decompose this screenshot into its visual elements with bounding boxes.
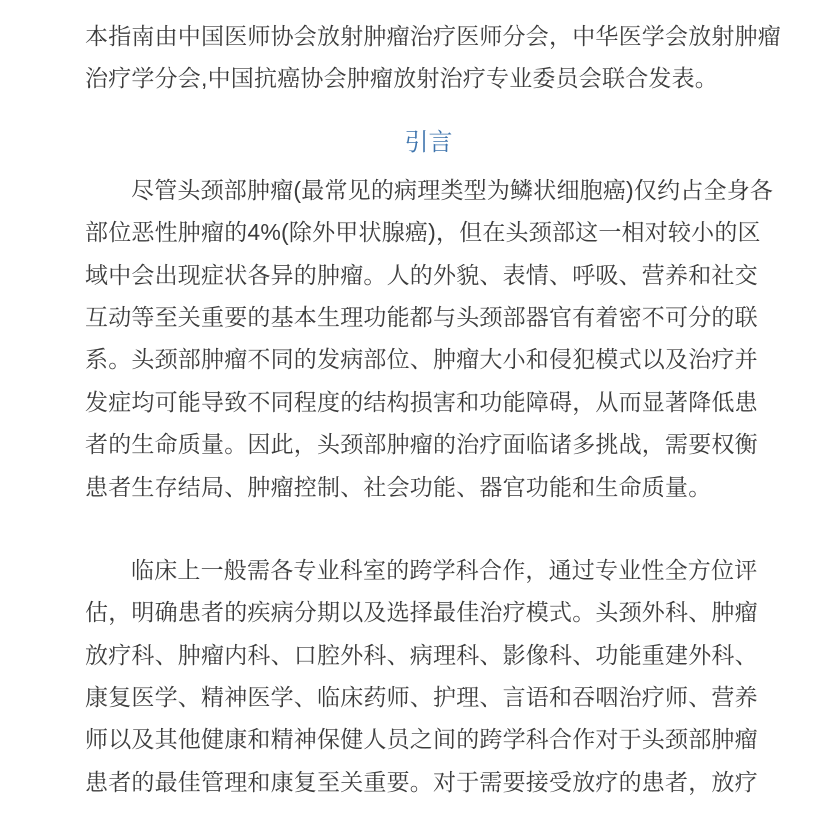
text-line: 患者生存结局、肿瘤控制、社会功能、器官功能和生命质量。 bbox=[85, 473, 712, 500]
section-heading: 引言 bbox=[404, 128, 453, 156]
text-line: 发症均可能导致不同程度的结构损害和功能障碍，从而显著降低患 bbox=[85, 388, 758, 415]
text-line: 放疗科、肿瘤内科、口腔外科、病理科、影像科、功能重建外科、 bbox=[85, 641, 758, 668]
text-line: 者的生命质量。因此，头颈部肿瘤的治疗面临诸多挑战，需要权衡 bbox=[85, 431, 758, 458]
paragraph-overview bbox=[85, 169, 772, 508]
text-line: 康复医学、精神医学、临床药师、护理、言语和吞咽治疗师、营养 bbox=[85, 684, 758, 711]
text-line: 尽管头颈部肿瘤(最常见的病理类型为鳞状细胞癌)仅约占全身各 bbox=[131, 176, 774, 203]
text-line: 本指南由中国医师协会放射肿瘤治疗医师分会，中华医学会放射肿瘤 bbox=[85, 23, 781, 49]
text-line: 患者的最佳管理和康复至关重要。对于需要接受放疗的患者，放疗 bbox=[85, 768, 758, 795]
text-line: 治疗学分会,中国抗癌协会肿瘤放射治疗专业委员会联合发表。 bbox=[85, 65, 718, 92]
text-line: 系。头颈部肿瘤不同的发病部位、肿瘤大小和侵犯模式以及治疗并 bbox=[85, 346, 758, 373]
text-line: 临床上一般需各专业科室的跨学科合作，通过专业性全方位评 bbox=[131, 556, 758, 583]
paragraph-multidisciplinary bbox=[85, 549, 772, 803]
intro-note-paragraph bbox=[85, 15, 781, 100]
text-line: 部位恶性肿瘤的4%(除外甲状腺癌)，但在头颈部这一相对较小的区 bbox=[85, 219, 761, 246]
text-line: 域中会出现症状各异的肿瘤。人的外貌、表情、呼吸、营养和社交 bbox=[85, 261, 758, 288]
text-line: 师以及其他健康和精神保健人员之间的跨学科合作对于头颈部肿瘤 bbox=[85, 726, 758, 753]
text-line: 互动等至关重要的基本生理功能都与头颈部器官有着密不可分的联 bbox=[85, 303, 758, 330]
text-line: 估，明确患者的疾病分期以及选择最佳治疗模式。头颈外科、肿瘤 bbox=[85, 599, 758, 626]
